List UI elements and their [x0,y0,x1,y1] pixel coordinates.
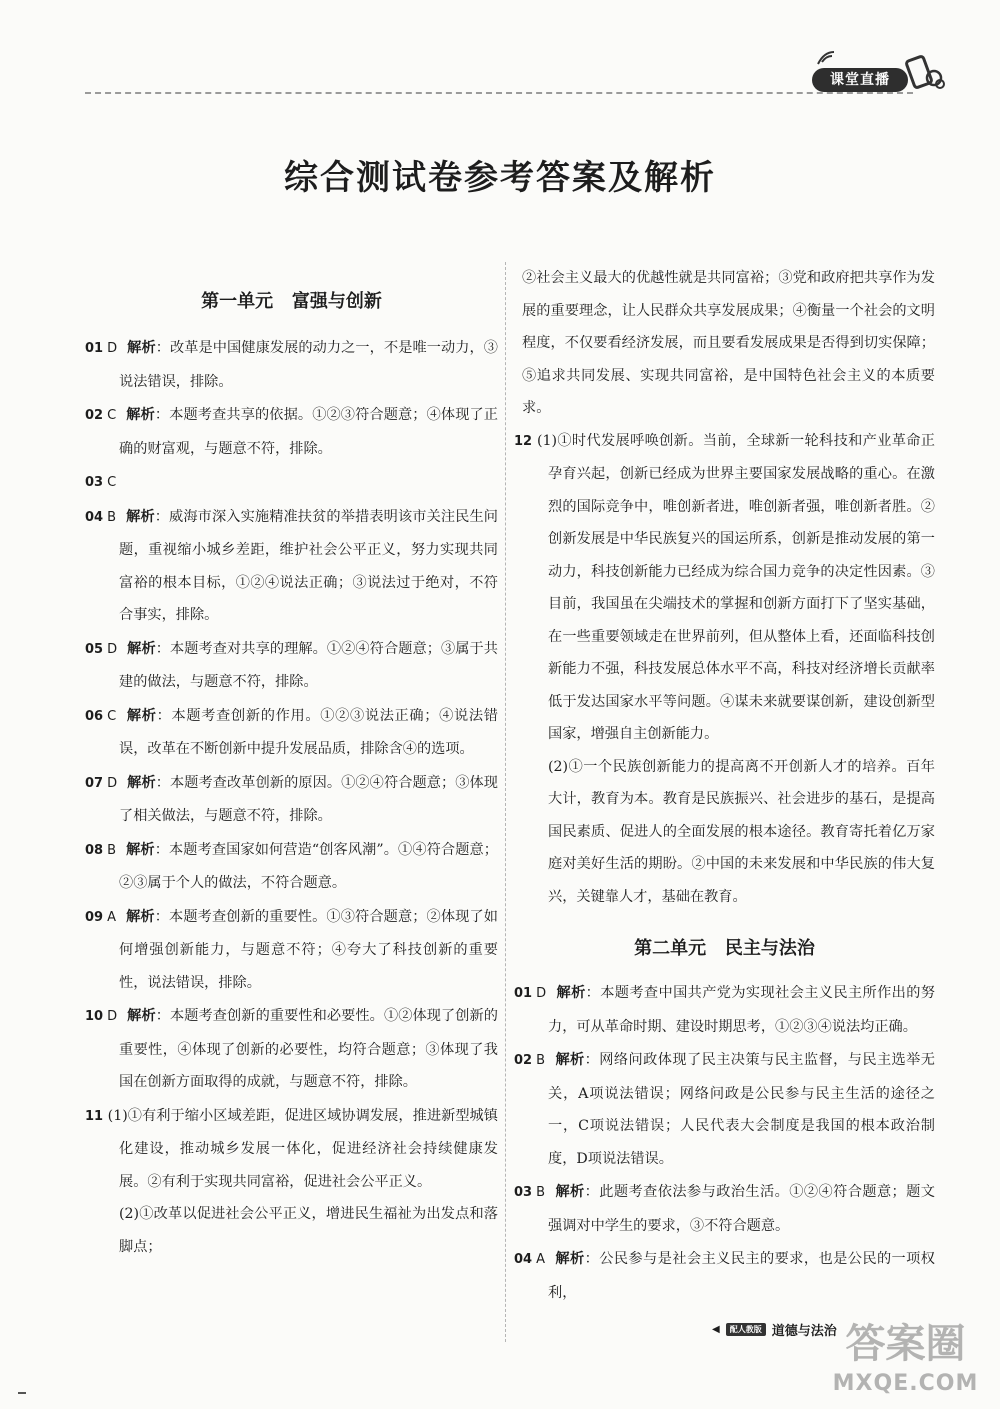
crop-mark [18,1392,26,1394]
answer-key: D [107,775,118,791]
answer-subpart: (2)①一个民族创新能力的提高离不开创新人才的培养。百年大计，教育为本。教育是民族振兴、社会进步的基石，是提高国民素质、促进人的全面发展的根本途径。教育寄托着亿万家庭对美好生活的期盼。②中国的未来发展和中华民族的伟大复兴，关键靠人才，基础在教育。 [548,758,935,905]
answer-key: A [107,909,116,925]
analysis-label: 解析 [555,1052,585,1068]
header-divider [85,92,913,94]
answer-text: (1)①有利于缩小区域差距，促进区域协调发展，推进新型城镇化建设，推动城乡发展一体化，促进经济社会持续健康发展。②有利于实现共同富裕，促进社会公平正义。 [107,1107,498,1190]
analysis-label: 解析 [127,640,156,657]
answer-item [85,834,498,900]
analysis-label: 解析 [126,841,155,858]
analysis-text: ：本题考查创新的重要性和必要性。①②体现了创新的重要性，④体现了创新的必要性，均符合题意；③体现了我国在创新方面取得的成就，与题意不符，排除。 [119,1008,498,1090]
page-title: 综合测试卷参考答案及解析 [284,158,716,198]
answer-number: 10 [85,1009,104,1024]
answer-item [85,901,498,1000]
answer-number: 01 [85,341,104,356]
answer-item [85,466,498,500]
answer-number: 02 [85,408,104,423]
answer-number: 04 [85,509,104,525]
answer-number: 04 [514,1252,533,1267]
answer-item [85,501,498,632]
analysis-label: 解析 [126,407,155,423]
publisher-badge: 配人教版 [726,1323,766,1336]
answer-item [85,399,498,465]
watermark [818,1318,993,1404]
answer-key: A [536,1252,545,1267]
brand-label: 课堂直播 [812,68,908,92]
answer-key: B [107,509,117,525]
analysis-text: ：公民参与是社会主义民主的要求，也是公民的一项权利， [548,1251,935,1301]
answer-number: 03 [85,475,104,490]
answer-item-q12 [514,425,935,751]
column-divider [505,262,506,1342]
watermark-mark: 答案圈 [845,1321,966,1367]
answer-key: D [536,986,547,1001]
answer-key: C [107,408,117,423]
answer-key: C [107,475,117,490]
answer-key: D [107,1009,118,1024]
answer-number: 03 [514,1185,533,1200]
analysis-label: 解析 [555,1184,585,1200]
unit2-answer-list [514,977,935,1309]
answer-continuation: ②社会主义最大的优越性就是共同富裕；③党和政府把共享作为发展的重要理念，让人民群众共享发展成果；④衡量一个社会的文明程度，不仅要看经济发展，而且要看发展成果是否得到切实保障；⑤追求共同发展、实现共同富裕，是中国特色社会主义的本质要求。 [522,270,935,416]
analysis-label: 解析 [556,985,586,1001]
analysis-text: ：威海市深入实施精准扶贫的举措表明该市关注民生问题，重视缩小城乡差距，维护社会公平正义，努力实现共同富裕的根本目标，①②④说法正确；③说法过于绝对，不符合事实，排除。 [119,508,498,623]
answer-item [514,977,935,1043]
analysis-text: ：本题考查国家如何营造“创客风潮”。①④符合题意；②③属于个人的做法，不符合题意。 [119,841,498,891]
answer-item [85,1000,498,1099]
answer-number: 08 [85,842,104,858]
analysis-text: ：本题考查创新的重要性。①③符合题意；②体现了如何增强创新能力，与题意不符；④夸大了科技创新的重要性，说法错误，排除。 [119,908,498,991]
left-arrow-icon: ◀ [712,1323,720,1335]
answer-number: 07 [85,775,104,791]
answer-subpart: (2)①改革以促进社会公平正义，增进民生福祉为出发点和落脚点； [119,1206,498,1255]
answer-key: B [107,842,117,858]
brand-logo [812,48,948,96]
analysis-label: 解析 [126,707,157,724]
analysis-text: ：本题考查改革创新的原因。①②④符合题意；③体现了相关做法，与题意不符，排除。 [119,774,498,824]
answer-item [514,1176,935,1242]
unit2-heading: 第二单元 民主与法治 [634,938,815,959]
analysis-label: 解析 [127,774,156,791]
answer-key: D [107,341,118,356]
answer-key: B [536,1185,546,1200]
answer-number: 09 [85,909,104,925]
analysis-text: ：本题考查共享的依据。①②③符合题意；④体现了正确的财富观，与题意不符，排除。 [119,407,498,457]
answer-item [85,332,498,398]
analysis-label: 解析 [126,908,155,925]
analysis-label: 解析 [127,1008,156,1024]
answer-item [514,1243,935,1309]
analysis-label: 解析 [127,340,156,356]
answer-number: 11 [85,1108,104,1124]
unit1-heading: 第一单元 富强与创新 [201,291,382,312]
answer-item [85,767,498,833]
answer-key: C [107,708,117,724]
answer-item [85,633,498,699]
watermark-url: MXQE.COM [832,1371,979,1396]
answer-item-q11 [85,1100,498,1199]
unit1-answer-list [85,332,498,1263]
answer-text: (1)①时代发展呼唤创新。当前，全球新一轮科技和产业革命正孕育兴起，创新已经成为世界主要国家发展战略的重心。在激烈的国际竞争中，唯创新者进，唯创新者强，唯创新者胜。②创新发展是中华民族复兴的国运所系，创新是推动发展的第一动力，科技创新能力已经成为综合国力竞争的决定性因素。③目前，我国虽在尖端技术的掌握和创新方面打下了坚实基础，在一些重要领域走在世界前列，但从整体上看，还面临科技创新能力不强，科技发展总体水平不高，科技对经济增长贡献率低于发达国家水平等问题。④谋未来就要谋创新，建设创新型国家，增强自主创新能力。 [536,432,935,742]
analysis-text: ：本题考查创新的作用。①②③说法正确；④说法错误，改革在不断创新中提升发展品质，排除含④的选项。 [119,707,498,757]
answer-number: 02 [514,1053,533,1068]
analysis-text: ：本题考查中国共产党为实现社会主义民主所作出的努力，可从革命时期、建设时期思考，①②③④说法均正确。 [548,985,935,1035]
answer-item [514,1044,935,1175]
analysis-text: ：改革是中国健康发展的动力之一，不是唯一动力，③说法错误，排除。 [119,340,498,390]
right-column [514,262,935,1309]
answer-number: 06 [85,708,104,724]
analysis-label: 解析 [126,508,155,525]
answer-key: D [107,641,118,657]
answer-number: 12 [514,433,533,449]
answer-number: 01 [514,986,533,1001]
answer-key: B [536,1053,546,1068]
analysis-text: ：网络问政体现了民主决策与民主监督，与民主选举无关，A项说法错误；网络问政是公民参与民主生活的途径之一，C项说法错误；人民代表大会制度是我国的根本政治制度，D项说法错误。 [548,1052,935,1167]
subject-label: 道德与法治 [771,1323,837,1339]
left-column [85,288,498,1263]
analysis-text: ：此题考查依法参与政治生活。①②④符合题意；题文强调对中学生的要求，③不符合题意。 [548,1184,935,1234]
answer-item [85,700,498,766]
analysis-label: 解析 [555,1251,585,1267]
analysis-text: ：本题考查对共享的理解。①②④符合题意；③属于共建的做法，与题意不符，排除。 [119,640,498,690]
answer-number: 05 [85,641,104,657]
